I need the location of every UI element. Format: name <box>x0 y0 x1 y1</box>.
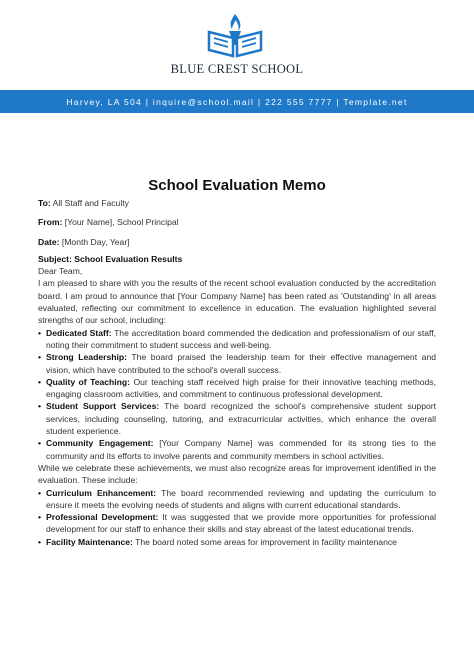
date-label: Date: <box>38 236 60 247</box>
list-item <box>38 511 436 536</box>
list-item <box>38 351 436 376</box>
list-item <box>38 437 436 462</box>
from-value: [Your Name], School Principal <box>64 217 179 228</box>
subject-value: School Evaluation Results <box>74 253 183 264</box>
item-label: Curriculum Enhancement: <box>46 487 157 498</box>
list-item <box>38 400 436 437</box>
item-label: Quality of Teaching: <box>46 376 131 387</box>
strengths-list <box>38 327 436 462</box>
item-label: Student Support Services: <box>46 401 160 412</box>
letterhead <box>0 0 474 90</box>
item-text: The board recommended reviewing and updating the curriculum to ensure it meets the evolving needs of students and aligns with current educational standards. <box>46 487 436 510</box>
item-label: Dedicated Staff: <box>46 327 112 338</box>
greeting: Dear Team, <box>38 266 83 277</box>
from-label: From: <box>38 217 63 228</box>
item-text: The board recognized the school's comprehensive student support services, including counseling, tutoring, and extracurricular activities, which enhance the overall student experience. <box>46 401 437 437</box>
item-text: [Your Company Name] was commended for its strong ties to the community and its efforts to involve parents and community members in school activities. <box>46 438 436 461</box>
item-text: Our teaching staff received high praise for their innovative teaching methods, engaging classroom activities, and commitment to continuous professional development. <box>46 376 436 400</box>
item-label: Professional Development: <box>46 512 159 523</box>
subject-field <box>38 253 436 265</box>
item-text: The board noted some areas for improvement in facility maintenance <box>135 536 397 547</box>
subject-label: Subject: <box>38 253 72 264</box>
item-text: The accreditation board commended the dedication and professionalism of our staff, noting their commitment to student success and well-being. <box>46 327 436 350</box>
intro-paragraph: I am pleased to share with you the results of the recent school evaluation conducted by the accreditation board. I am proud to announce that [Your Company Name] has been rated as 'Outstanding' in all areas evaluated, reflecting our commitment to excellence in education. The evaluation highlighted several strengths of our school, including: <box>38 278 436 326</box>
to-value: All Staff and Faculty <box>52 198 129 208</box>
school-crest-logo-icon <box>205 12 265 60</box>
list-item <box>38 536 436 548</box>
date-field <box>38 236 436 248</box>
list-item <box>38 487 436 512</box>
to-field <box>38 197 436 209</box>
from-field <box>38 216 436 228</box>
item-label: Facility Maintenance: <box>46 536 133 547</box>
memo-title: School Evaluation Memo <box>148 177 326 194</box>
list-item <box>38 327 436 352</box>
item-label: Community Engagement: <box>46 438 154 449</box>
contact-info: Harvey, LA 504 | inquire@school.mail | 222 555 7777 | Template.net <box>66 96 408 107</box>
item-text: It was suggested that we provide more opportunities for professional development for our staff to enhance their skills and stay abreast of the latest educational trends. <box>46 512 437 535</box>
school-name: BLUE CREST SCHOOL <box>170 62 304 76</box>
improvement-intro: While we celebrate these achievements, we must also recognize areas for improvement identified in the evaluation. These include: <box>38 462 436 486</box>
item-text: The board praised the leadership team for their effective management and vision, which have contributed to the school's overall success. <box>46 352 436 375</box>
date-value: [Month Day, Year] <box>61 236 130 247</box>
item-label: Strong Leadership: <box>46 352 127 363</box>
list-item <box>38 376 436 401</box>
memo-body <box>38 197 436 548</box>
to-label: To: <box>38 198 51 208</box>
improvements-list <box>38 487 436 548</box>
contact-bar <box>0 90 474 113</box>
